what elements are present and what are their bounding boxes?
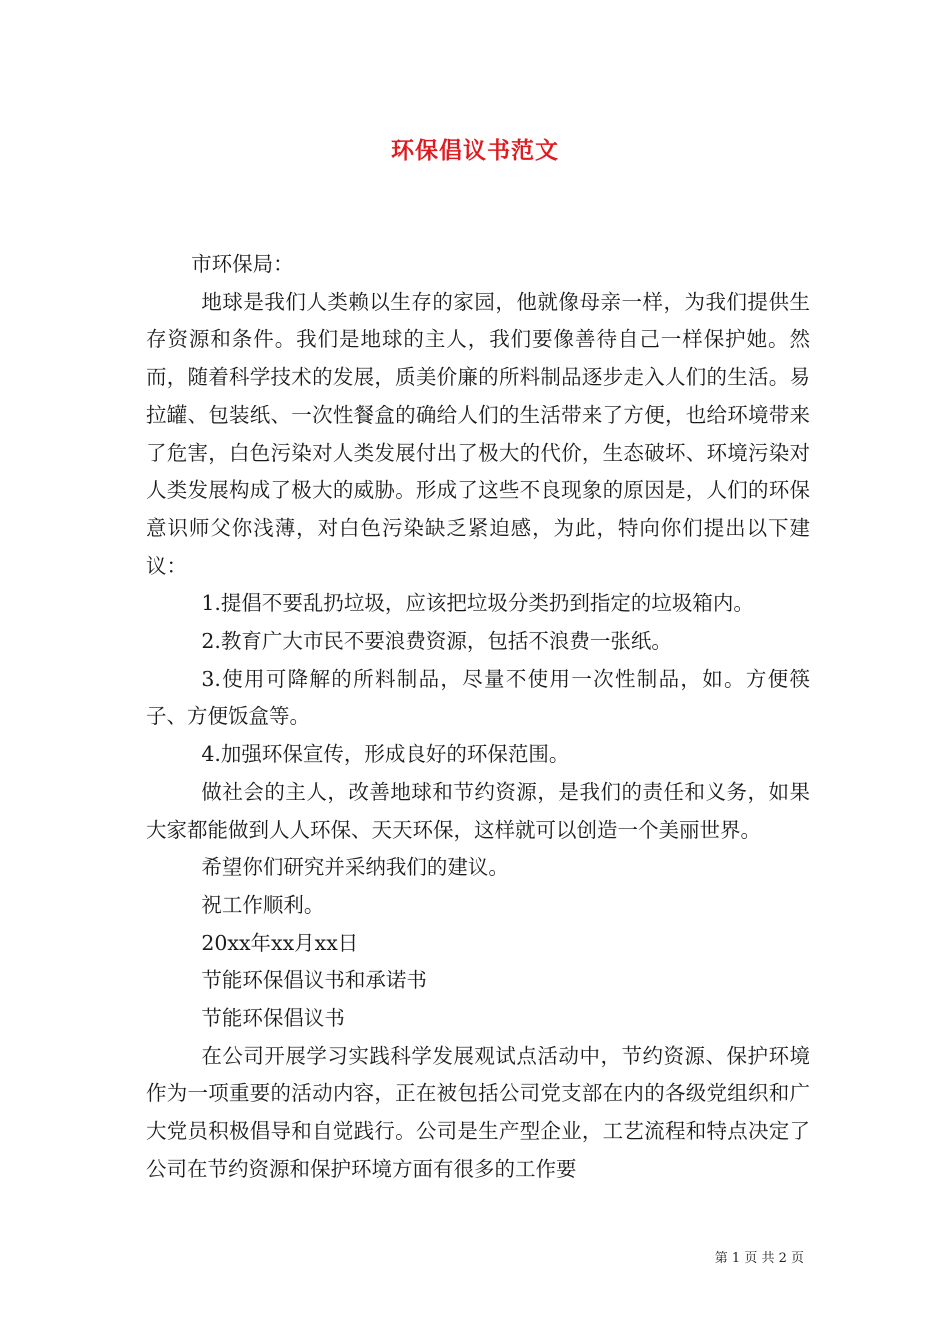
suggestion-1: 1.提倡不要乱扔垃圾，应该把垃圾分类扔到指定的垃圾箱内。 <box>201 591 754 616</box>
paragraph-hope: 希望你们研究并采纳我们的建议。 <box>201 855 509 880</box>
suggestion-3: 3.使用可降解的所料制品，尽量不使用一次性制品，如。方便筷子、方便饭盒等。 <box>146 666 810 729</box>
paragraph-greeting: 祝工作顺利。 <box>201 892 325 917</box>
suggestion-2: 2.教育广大市民不要浪费资源，包括不浪费一张纸。 <box>201 629 672 654</box>
paragraph-intro: 地球是我们人类赖以生存的家园，他就像母亲一样，为我们提供生存资源和条件。我们是地球的主人，我们要像善待自己一样保护她。然而，随着科学技术的发展，质美价廉的所料制品逐步走入人们的生活。易拉罐、包装纸、一次性餐盒的确给人们的生活带来了方便，也给环境带来了危害，白色污染对人类发展付出了极大的代价，生态破坏、环境污染对人类发展构成了极大的威胁。形成了这些不良现象的原因是，人们的环保意识师父你浅薄，对白色污染缺乏紧迫感，为此，特向你们提出以下建议： <box>146 289 810 578</box>
paragraph-company: 在公司开展学习实践科学发展观试点活动中，节约资源、保护环境作为一项重要的活动内容，正在被包括公司党支部在内的各级党组织和广大党员积极倡导和自觉践行。公司是生产型企业，工艺流程和特点决定了公司在节约资源和保护环境方面有很多的工作要 <box>146 1043 810 1181</box>
suggestion-4: 4.加强环保宣传，形成良好的环保范围。 <box>201 742 570 767</box>
section-heading-2: 节能环保倡议书 <box>201 1006 345 1031</box>
page-number-footer: 第 1 页 共 2 页 <box>714 1251 804 1266</box>
section-heading-1: 节能环保倡议书和承诺书 <box>201 968 427 993</box>
document-body <box>146 246 810 1189</box>
salutation: 市环保局： <box>191 252 294 276</box>
paragraph-conclusion: 做社会的主人，改善地球和节约资源，是我们的责任和义务，如果大家都能做到人人环保、天天环保，这样就可以创造一个美丽世界。 <box>146 779 810 842</box>
document-title: 环保倡议书范文 <box>391 138 559 164</box>
date-line: 20xx年xx月xx日 <box>201 930 359 955</box>
